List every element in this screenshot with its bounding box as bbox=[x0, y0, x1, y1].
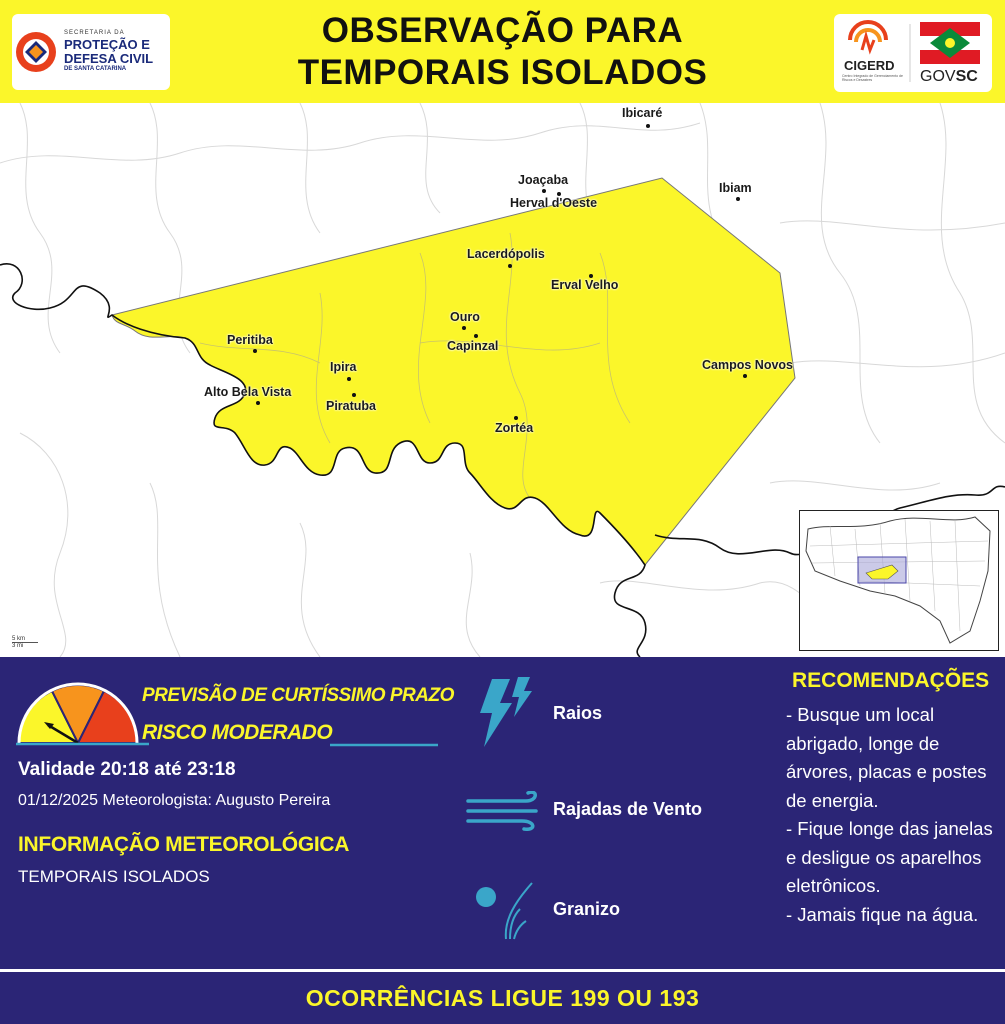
hazard-label-raios: Raios bbox=[553, 703, 603, 723]
recommendations-title: RECOMENDAÇÕES bbox=[792, 669, 990, 692]
alert-polygon bbox=[112, 178, 795, 565]
forecast-title: PREVISÃO DE CURTÍSSIMO PRAZO bbox=[142, 685, 454, 706]
page-title bbox=[190, 10, 815, 94]
risk-gauge-icon bbox=[14, 681, 149, 761]
hazard-label-vento: Rajadas de Vento bbox=[553, 799, 703, 819]
header-banner bbox=[0, 0, 1005, 103]
city-label-zortea: Zortéa bbox=[495, 421, 534, 435]
scale-km: 5 km bbox=[12, 636, 38, 643]
scale-mi: 3 mi bbox=[12, 643, 24, 649]
recommendation-item: - Jamais fique na água. bbox=[786, 903, 979, 925]
govsc-gov: GOV bbox=[920, 68, 956, 85]
city-label-campos-novos: Campos Novos bbox=[702, 358, 793, 372]
cigerd-label: CIGERD bbox=[844, 58, 895, 73]
city-label-ibiam: Ibiam bbox=[719, 181, 752, 195]
logo-line3: DE SANTA CATARINA bbox=[64, 66, 127, 72]
city-dot-ipira bbox=[347, 377, 351, 381]
defesa-civil-logo bbox=[12, 14, 170, 90]
info-panel bbox=[0, 657, 1005, 969]
gov-logos bbox=[834, 14, 992, 92]
city-label-capinzal: Capinzal bbox=[447, 339, 499, 353]
city-dot-peritiba bbox=[253, 349, 257, 353]
hazard-label-granizo: Granizo bbox=[553, 899, 621, 919]
recommendation-item: - Fique longe das janelas e desligue os aparelhos eletrônicos. bbox=[786, 818, 993, 896]
city-label-ibicare: Ibicaré bbox=[622, 106, 663, 120]
info-value: TEMPORAIS ISOLADOS bbox=[18, 867, 210, 886]
lightning-icon bbox=[474, 675, 534, 750]
logo-small-text: SECRETARIA DA bbox=[64, 30, 125, 36]
validity-text: Validade 20:18 até 23:18 bbox=[18, 759, 236, 780]
info-title: INFORMAÇÃO METEOROLÓGICA bbox=[18, 833, 350, 856]
locator-inset-map[interactable] bbox=[799, 510, 999, 651]
city-dot-joacaba bbox=[542, 189, 546, 193]
city-dot-ouro bbox=[462, 326, 466, 330]
city-label-alto-bela-vista: Alto Bela Vista bbox=[204, 385, 292, 399]
hail-icon bbox=[470, 875, 540, 945]
govsc-label bbox=[920, 68, 978, 86]
alert-map[interactable] bbox=[0, 103, 1005, 657]
recommendations-list bbox=[786, 701, 1001, 929]
city-label-peritiba: Peritiba bbox=[227, 333, 273, 347]
city-dot-ibiam bbox=[736, 197, 740, 201]
city-label-ipira: Ipira bbox=[330, 360, 357, 374]
city-label-piratuba: Piratuba bbox=[326, 399, 377, 413]
risk-level: RISCO MODERADO bbox=[142, 721, 333, 744]
recommendation-item: - Busque um local abrigado, longe de árvores, placas e postes de energia. bbox=[786, 704, 987, 811]
city-label-erval-velho: Erval Velho bbox=[551, 278, 619, 292]
map-scale bbox=[12, 636, 38, 649]
title-line2: TEMPORAIS ISOLADOS bbox=[297, 53, 708, 92]
city-dot-zortea bbox=[514, 416, 518, 420]
city-label-herval: Herval d'Oeste bbox=[510, 196, 598, 210]
city-label-ouro: Ouro bbox=[450, 310, 480, 324]
wind-icon bbox=[466, 791, 546, 831]
city-dot-ibicare bbox=[646, 124, 650, 128]
meteorologist-text: 01/12/2025 Meteorologista: Augusto Pereira bbox=[18, 792, 331, 809]
cigerd-sub: Centro Integrado de Gerenciamento de Riscos e Desastres bbox=[842, 74, 903, 82]
city-dot-piratuba bbox=[352, 393, 356, 397]
logo-line1: PROTEÇÃO E bbox=[64, 37, 150, 52]
city-dot-alto-bela-vista bbox=[256, 401, 260, 405]
state-outline-icon bbox=[800, 511, 997, 649]
title-line1: OBSERVAÇÃO PARA bbox=[321, 11, 684, 50]
govsc-sc: SC bbox=[955, 68, 978, 85]
city-dot-lacerdopolis bbox=[508, 264, 512, 268]
city-dot-capinzal bbox=[474, 334, 478, 338]
city-label-joacaba: Joaçaba bbox=[518, 173, 569, 187]
logo-line2: DEFESA CIVIL bbox=[64, 51, 154, 66]
city-label-lacerdopolis: Lacerdópolis bbox=[467, 247, 545, 261]
city-dot-campos-novos bbox=[743, 374, 747, 378]
footer-banner: OCORRÊNCIAS LIGUE 199 OU 193 bbox=[0, 972, 1005, 1024]
